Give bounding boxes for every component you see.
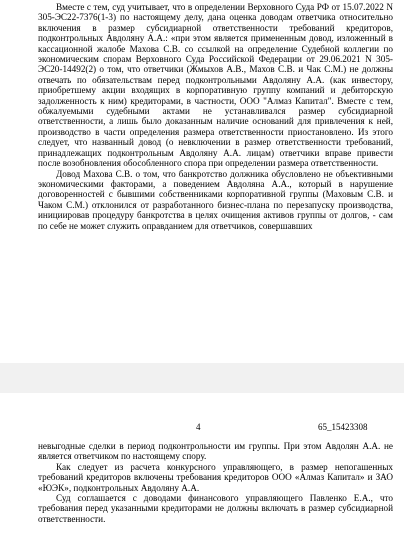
page-number: 4 (196, 422, 201, 432)
paragraph-supreme-court-ruling: Вместе с тем, суд учитывает, что в определении Верховного Суда РФ от 15.07.2022 N 305-ЭС22-7376(1-3) по настоящему делу, дана оценка доводам ответчика относительно включения в размер субсидиарной ответственности требований кредиторов, подконтрольных Авдоляну А.А.: «при этом является примененным довод, изложенный в кассационной жалобе Махова С.В. со ссылкой на определение Судебной коллегии по экономическим спорам Верховного Суда Российской Федерации от 29.06.2021 N 305-ЭС20-14492(2) о том, что ответчики (Жмыхов А.В., Махов С.В. и Чак С.М.) не должны отвечать по обязательствам перед подконтрольными Авдоляну А.А. (как инвестору, приобретшему акции входящих в корпоративную группу компаний и дебиторскую задолженность к ним) кредиторами, в частности, ООО "Алмаз Капитал". Вместе с тем, обжалуемыми судебными актами не устанавливался размер субсидиарной ответственности, а лишь было доказанным наличие оснований для привлечения к ней, производство в части определения размера ответственности приостановлено. Из этого следует, что названный довод (о невключении в размер ответственности требований, принадлежащих подконтрольным Авдоляну А.А. лицам) ответчики вправе привести после возобновления обособленного спора при определении размера ответственности. (38, 2, 393, 169)
paragraph-continuation: невыгодные сделки в период подконтрольности им группы. При этом Авдолян А.А. не является ответчиком по настоящему спору. (38, 441, 393, 462)
page-top-text (38, 2, 393, 231)
paragraph-makhov-argument: Довод Махова С.В. о том, что банкротство должника обусловлено не объективными экономическими факторами, а поведением Авдоляна А.А., который в нарушение договоренностей с бывшими собственниками корпоративной группы (Маховым С.В. и Чаком С.М.) отклонился от разработанного бизнес-плана по перезапуску производства, инициировав процедуру банкротства в целях очищения активов группы от долгов, - сам по себе не может служить оправданием для ответчиков, совершавших (38, 168, 393, 231)
document-id: 65_15423308 (318, 422, 368, 432)
paragraph-calculation: Как следует из расчета конкурсного управляющего, в размер непогашенных требований кредиторов включены требования кредиторов ООО «Алмаз Капитал» и ЗАО «ЮЭК», подконтрольных Авдоляну А.А. (38, 461, 393, 493)
paragraph-court-agrees: Суд соглашается с доводами финансового управляющего Павленко Е.А., что требования перед указанными кредиторами не должны включать в размер субсидиарной ответственности. (38, 493, 393, 524)
page-bottom-text (38, 441, 393, 524)
page-gap (0, 363, 404, 393)
